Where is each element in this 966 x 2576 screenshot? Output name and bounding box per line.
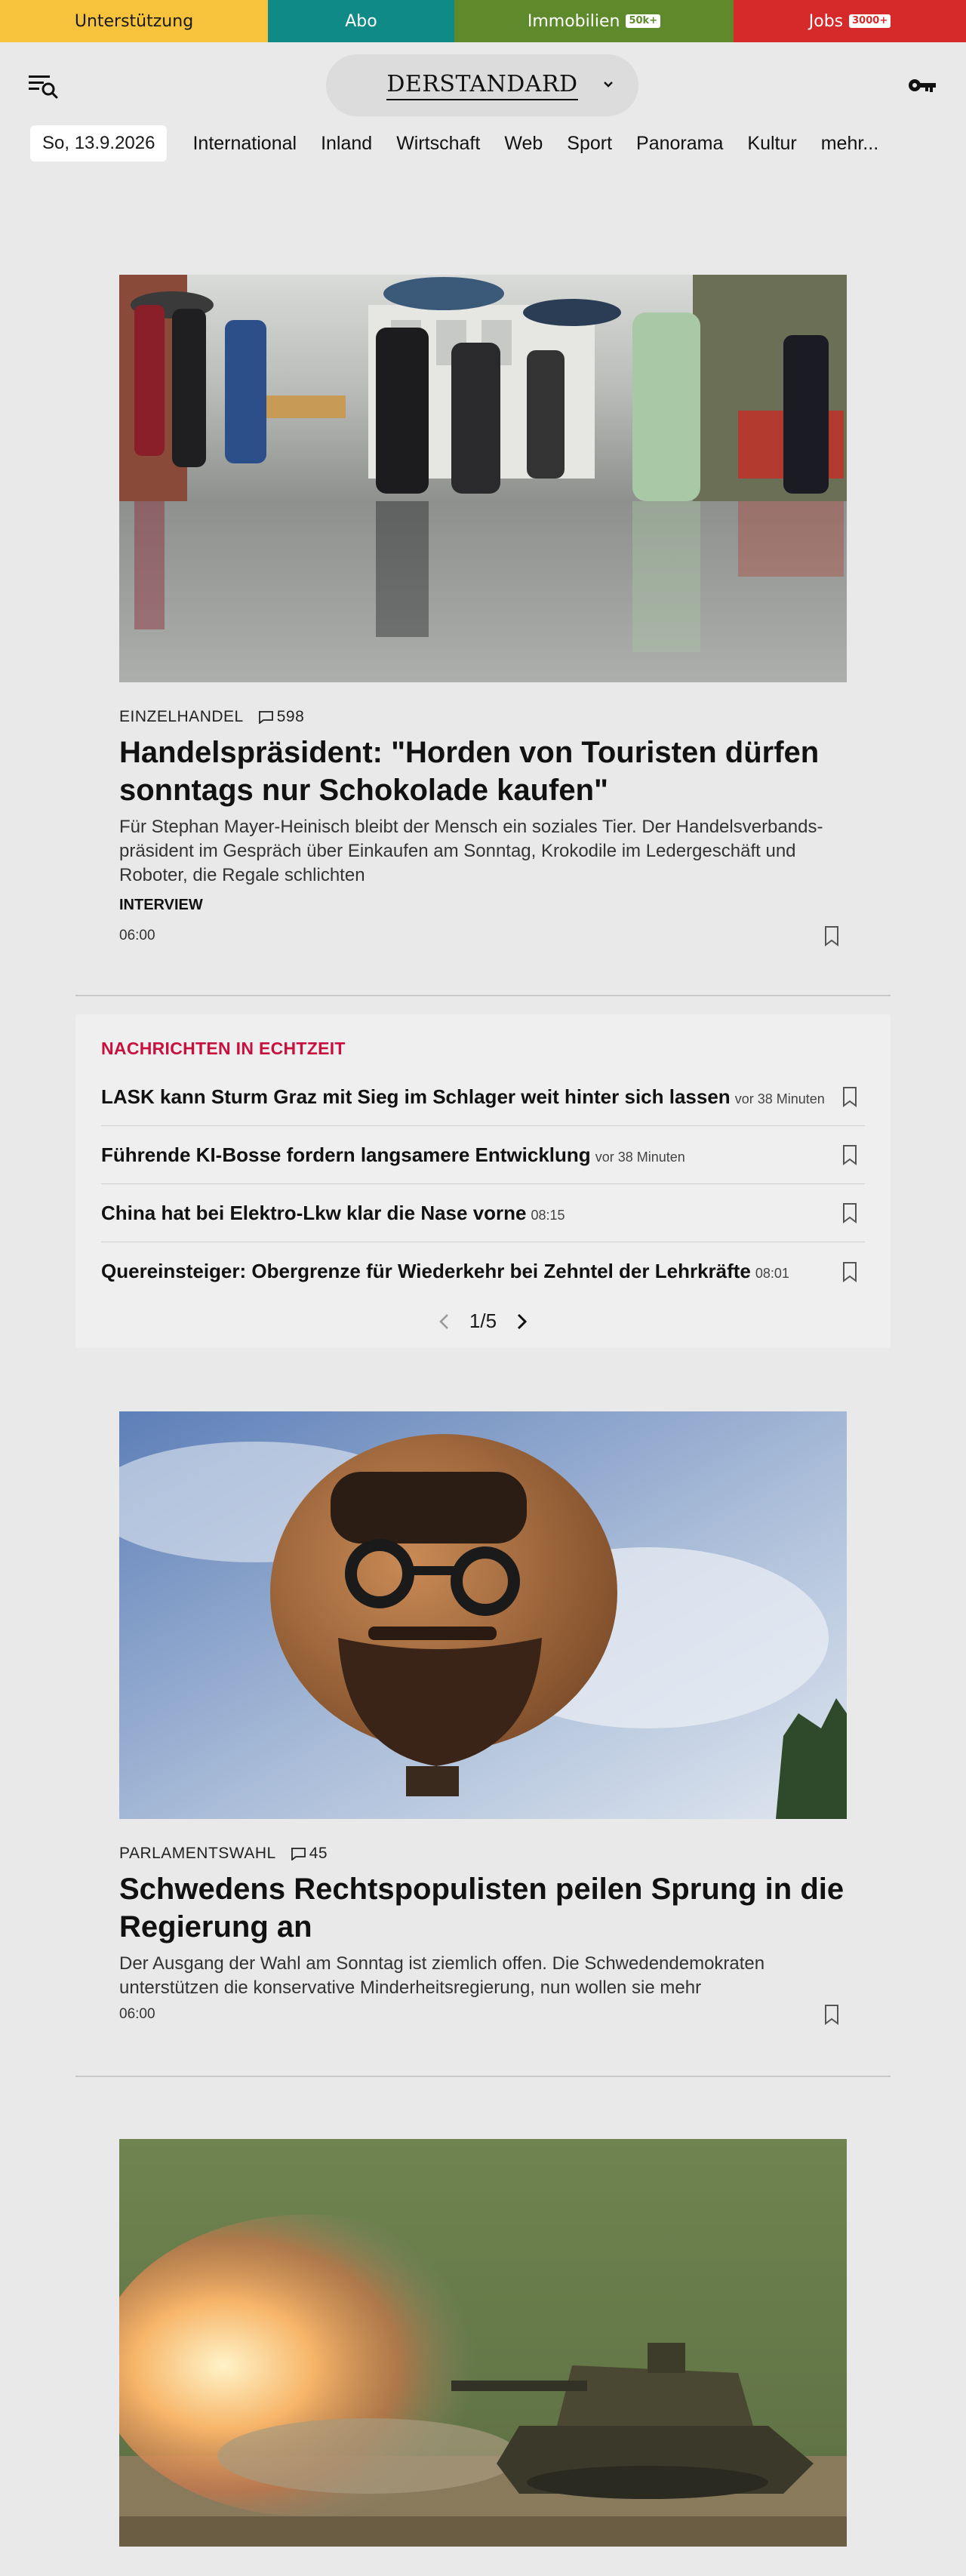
- article-image-hot-air-balloon: [119, 1411, 847, 1819]
- chevron-right-icon[interactable]: [513, 1312, 530, 1331]
- login-button[interactable]: [907, 74, 939, 97]
- kicker-label: EINZELHANDEL: [119, 708, 244, 725]
- abo-label: Abo: [345, 11, 377, 31]
- article-kicker: [119, 1845, 847, 1863]
- nav-item-panorama[interactable]: Panorama: [636, 132, 724, 154]
- support-link[interactable]: [0, 0, 268, 42]
- chevron-left-icon[interactable]: [436, 1312, 453, 1331]
- nav-item-inland[interactable]: Inland: [321, 132, 373, 154]
- bookmark-icon[interactable]: [839, 1085, 860, 1108]
- article-meta: [119, 925, 847, 947]
- article-card[interactable]: [119, 275, 847, 947]
- comment-count-value: 598: [276, 708, 305, 725]
- live-news-headline[interactable]: LASK kann Sturm Graz mit Sieg im Schlager weit hinter sich lassen: [101, 1085, 731, 1108]
- comment-count[interactable]: [290, 1845, 328, 1863]
- article-card[interactable]: [119, 1411, 847, 2026]
- live-news-time: vor 38 Minuten: [734, 1091, 825, 1106]
- nav-item-international[interactable]: International: [192, 132, 297, 154]
- live-news-list: [101, 1068, 865, 1300]
- jobs-link[interactable]: [734, 0, 966, 42]
- live-news-headline[interactable]: Quereinsteiger: Obergrenze für Wiederkehr bei Zehntel der Lehrkräfte: [101, 1260, 751, 1282]
- article-kicker: [119, 708, 847, 726]
- live-news-headline[interactable]: Führende KI-Bosse fordern langsamere Entwicklung: [101, 1143, 591, 1166]
- top-strip: [0, 0, 966, 42]
- key-icon: [907, 74, 939, 97]
- logo-switcher[interactable]: [326, 54, 638, 116]
- article-image-tank-firing: [119, 2139, 847, 2547]
- kicker-label: PARLAMENTSWAHL: [119, 1845, 276, 1862]
- date-button[interactable]: So, 13.9.2026: [30, 125, 167, 162]
- section-divider: [75, 2076, 891, 2077]
- article-teaser: Für Stephan Mayer-Heinisch bleibt der Mensch ein soziales Tier. Der Handelsverbands-präsident im Gespräch über Einkaufen am Sonntag, Krokodile im Ledergeschäft und Roboter, die Regale schlichten: [119, 817, 823, 885]
- nav-item-sport[interactable]: Sport: [567, 132, 613, 154]
- pager-indicator: 1/5: [469, 1310, 497, 1332]
- live-news-time: 08:15: [531, 1207, 565, 1223]
- comment-icon: [257, 710, 274, 724]
- article-time: 06:00: [119, 2006, 155, 2022]
- article-tag: INTERVIEW: [119, 897, 203, 913]
- live-news-pager: [101, 1310, 865, 1333]
- comment-count[interactable]: [257, 708, 305, 726]
- chevron-down-icon: [601, 77, 616, 92]
- article-headline[interactable]: Handelspräsident: "Horden von Touristen dürfen sonntags nur Schokolade kaufen": [119, 736, 820, 807]
- jobs-label: Jobs: [808, 11, 844, 31]
- live-news-item[interactable]: [101, 1126, 865, 1184]
- live-news-item[interactable]: [101, 1184, 865, 1242]
- live-news-box: [75, 1014, 891, 1348]
- immobilien-badge: 50k+: [626, 14, 660, 28]
- article-teaser: Der Ausgang der Wahl am Sonntag ist ziemlich offen. Die Schwedendemokraten unterstützen die konservative Minderheitsregierung, nun wollen sie mehr: [119, 1953, 765, 1998]
- abo-link[interactable]: [268, 0, 454, 42]
- live-news-item[interactable]: [101, 1242, 865, 1300]
- immobilien-link[interactable]: [454, 0, 734, 42]
- bookmark-icon[interactable]: [839, 1143, 860, 1166]
- article-meta: [119, 2003, 847, 2026]
- live-news-time: vor 38 Minuten: [595, 1149, 685, 1165]
- immobilien-label: Immobilien: [527, 11, 620, 31]
- bookmark-icon[interactable]: [839, 1260, 860, 1283]
- article-image-rainy-street: [119, 275, 847, 682]
- menu-search-icon: [27, 71, 60, 101]
- jobs-badge: 3000+: [849, 14, 891, 28]
- bookmark-icon[interactable]: [839, 1202, 860, 1224]
- site-logo: DERSTANDARD: [386, 71, 577, 100]
- live-news-title: NACHRICHTEN IN ECHTZEIT: [101, 1039, 346, 1058]
- bookmark-icon[interactable]: [821, 925, 842, 947]
- nav-item-wirtschaft[interactable]: Wirtschaft: [396, 132, 481, 154]
- article-headline[interactable]: Schwedens Rechtspopulisten peilen Sprung in die Regierung an: [119, 1873, 844, 1944]
- site-header: [0, 42, 966, 127]
- section-divider: [75, 995, 891, 996]
- live-news-time: 08:01: [755, 1266, 789, 1281]
- support-label: Unterstützung: [74, 11, 194, 31]
- comment-icon: [290, 1847, 306, 1860]
- live-news-item[interactable]: [101, 1068, 865, 1126]
- menu-search-button[interactable]: [27, 71, 60, 101]
- nav-item-kultur[interactable]: Kultur: [747, 132, 797, 154]
- nav-item-web[interactable]: Web: [504, 132, 543, 154]
- comment-count-value: 45: [309, 1845, 328, 1862]
- live-news-headline[interactable]: China hat bei Elektro-Lkw klar die Nase vorne: [101, 1201, 527, 1224]
- nav-item-more[interactable]: mehr...: [820, 132, 879, 154]
- article-card[interactable]: [119, 2139, 847, 2547]
- bookmark-icon[interactable]: [821, 2003, 842, 2026]
- section-nav: [30, 125, 903, 162]
- article-time: 06:00: [119, 928, 155, 943]
